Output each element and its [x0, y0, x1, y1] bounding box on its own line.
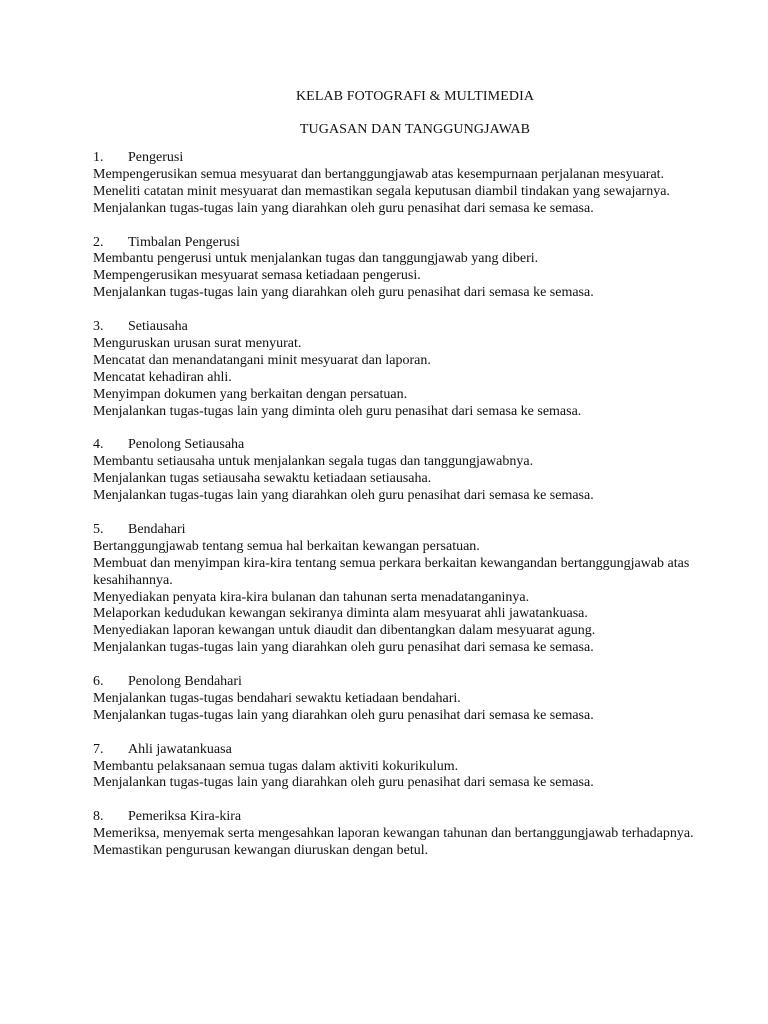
- section-heading: [93, 809, 753, 826]
- section-title: Penolong Bendahari: [128, 674, 242, 690]
- duty-line: Membuat dan menyimpan kira-kira tentang semua perkara berkaitan kewangandan bertanggungjawab atas kesahihannya.: [93, 555, 690, 588]
- section-heading: [93, 319, 753, 336]
- section-number: 6.: [93, 674, 104, 690]
- section-heading: [93, 150, 753, 167]
- duty-line: Membantu pelaksanaan semua tugas dalam aktiviti kokurikulum.: [93, 758, 459, 774]
- duty-line: Mencatat kehadiran ahli.: [93, 369, 232, 385]
- section-3: [93, 319, 753, 420]
- duty-line: Menjalankan tugas-tugas lain yang diarahkan oleh guru penasihat dari semasa ke semasa.: [93, 285, 594, 301]
- section-title: Bendahari: [128, 521, 186, 537]
- section-number: 8.: [93, 809, 104, 825]
- duty-line: Mencatat dan menandatangani minit mesyuarat dan laporan.: [93, 352, 431, 368]
- duty-line: Memeriksa, menyemak serta mengesahkan laporan kewangan tahunan dan bertanggungjawab terhadapnya.: [93, 826, 694, 842]
- duty-line: Menyimpan dokumen yang berkaitan dengan persatuan.: [93, 386, 408, 402]
- duty-line: Bertanggungjawab tentang semua hal berkaitan kewangan persatuan.: [93, 538, 480, 554]
- section-4: [93, 437, 753, 505]
- document-body: [93, 150, 753, 877]
- section-8: [93, 809, 753, 860]
- section-title: Timbalan Pengerusi: [128, 234, 240, 250]
- duty-line: Menyediakan laporan kewangan untuk diaudit dan dibentangkan dalam mesyuarat agung.: [93, 623, 596, 639]
- duty-line: Menjalankan tugas-tugas lain yang diarahkan oleh guru penasihat dari semasa ke semasa.: [93, 775, 594, 791]
- section-heading: [93, 235, 753, 252]
- section-title: Penolong Setiausaha: [128, 437, 245, 453]
- duty-line: Menjalankan tugas-tugas lain yang diminta oleh guru penasihat dari semasa ke semasa.: [93, 403, 582, 419]
- section-title: Pemeriksa Kira-kira: [128, 809, 242, 825]
- duty-line: Menyediakan penyata kira-kira bulanan dan tahunan serta menadatanganinya.: [93, 589, 530, 605]
- document-title: KELAB FOTOGRAFI & MULTIMEDIA: [295, 89, 535, 104]
- duty-line: Melaporkan kedudukan kewangan sekiranya diminta alam mesyuarat ahli jawatankuasa.: [93, 606, 588, 622]
- section-1: [93, 150, 753, 218]
- section-title: Pengerusi: [128, 150, 184, 165]
- duty-line: Menjalankan tugas-tugas lain yang diarahkan oleh guru penasihat dari semasa ke semasa.: [93, 707, 594, 723]
- section-title: Ahli jawatankuasa: [128, 741, 232, 757]
- section-number: 3.: [93, 319, 104, 335]
- section-2: [93, 235, 753, 303]
- duty-line: Membantu pengerusi untuk menjalankan tugas dan tanggungjawab yang diberi.: [93, 251, 539, 267]
- duty-line: Meneliti catatan minit mesyuarat dan memastikan segala keputusan diambil tindakan yang sewajarnya.: [93, 183, 670, 199]
- section-number: 2.: [93, 234, 104, 250]
- section-heading: [93, 742, 753, 759]
- duty-line: Membantu setiausaha untuk menjalankan segala tugas dan tanggungjawabnya.: [93, 454, 534, 470]
- duty-line: Menguruskan urusan surat menyurat.: [93, 335, 302, 351]
- duty-line: Menjalankan tugas-tugas lain yang diarahkan oleh guru penasihat dari semasa ke semasa.: [93, 488, 594, 504]
- section-5: [93, 522, 753, 657]
- duty-line: Menjalankan tugas setiausaha sewaktu ketiadaan setiausaha.: [93, 471, 432, 487]
- section-heading: [93, 437, 753, 454]
- duty-line: Menjalankan tugas-tugas bendahari sewaktu ketiadaan bendahari.: [93, 690, 461, 706]
- duty-line: Menjalankan tugas-tugas lain yang diarahkan oleh guru penasihat dari semasa ke semasa.: [93, 640, 594, 656]
- section-6: [93, 674, 753, 725]
- section-number: 1.: [93, 150, 104, 165]
- section-7: [93, 742, 753, 793]
- document-subtitle: TUGASAN DAN TANGGUNGJAWAB: [299, 122, 531, 137]
- section-number: 7.: [93, 741, 104, 757]
- duty-line: Menjalankan tugas-tugas lain yang diarahkan oleh guru penasihat dari semasa ke semasa.: [93, 200, 594, 216]
- section-number: 4.: [93, 437, 104, 453]
- section-title: Setiausaha: [128, 319, 188, 335]
- section-heading: [93, 674, 753, 691]
- section-heading: [93, 522, 753, 539]
- section-number: 5.: [93, 521, 104, 537]
- duty-line: Mempengerusikan semua mesyuarat dan bertanggungjawab atas kesempurnaan perjalanan mesyuarat.: [93, 166, 665, 182]
- duty-line: Mempengerusikan mesyuarat semasa ketiadaan pengerusi.: [93, 268, 421, 284]
- duty-line: Memastikan pengurusan kewangan diuruskan dengan betul.: [93, 843, 429, 859]
